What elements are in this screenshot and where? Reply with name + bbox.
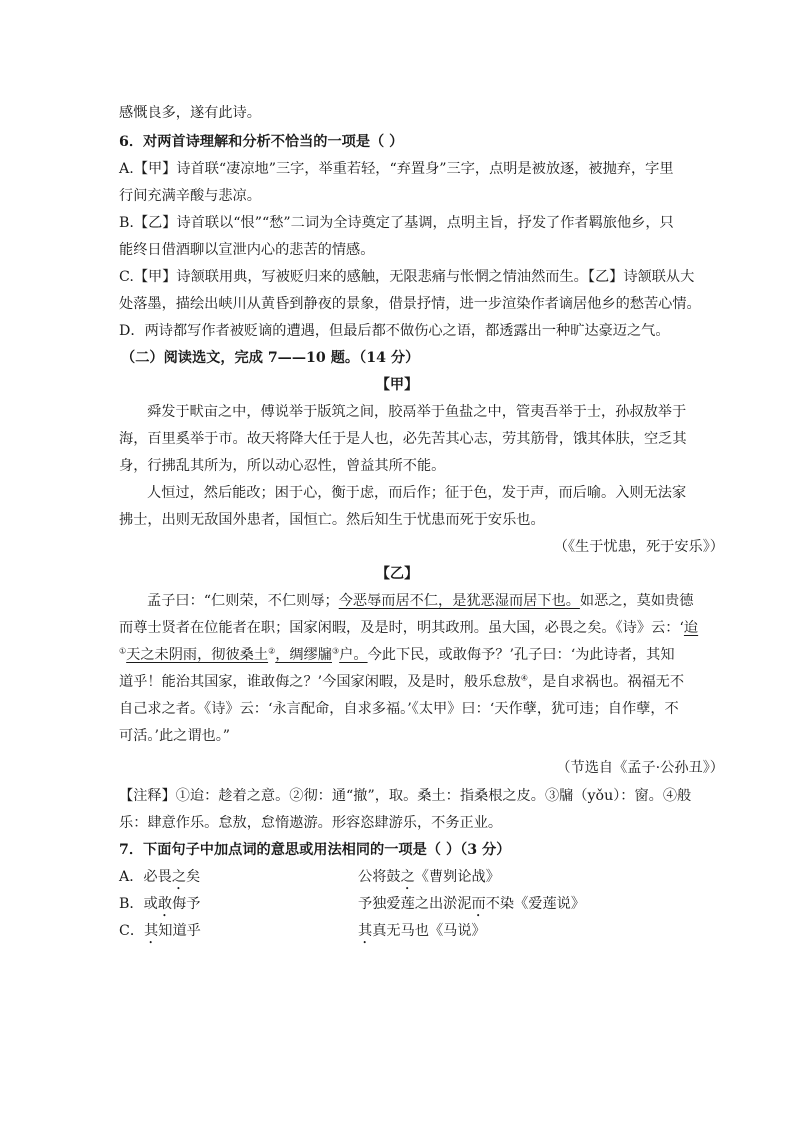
- q7-c-left-post: 知道乎: [158, 923, 201, 939]
- q6-option-a-line1: A.【甲】诗首联“凄凉地”三字，举重若轻，“弃置身”三字，点明是被放逐，被抛弃，字里: [119, 161, 674, 177]
- passage-jia-heading: 【甲】: [375, 377, 419, 393]
- passage-yi-line3: [119, 645, 729, 665]
- passage-jia-line1: 舜发于畎亩之中，傅说举于版筑之间，胶鬲举于鱼盐之中，管夷吾举于士，孙叔敖举于: [147, 404, 687, 420]
- q7-a-left-dotted: 之: [171, 869, 187, 885]
- q7-option-b-compare: [358, 894, 718, 920]
- passage-yi-source: （节选自《孟子·公孙丑》）: [556, 760, 724, 776]
- passage-yi-line5: 自己求之者。《诗》云：‘永言配命，自求多福。’《太甲》曰：‘天作孽，犹可违；自作孽，不: [119, 701, 679, 717]
- yi-underlined-poem-3: 户。: [339, 647, 368, 663]
- passage-yi-line2: [119, 618, 729, 638]
- section-2-title: （二）阅读选文，完成 7——10 题。（14 分）: [121, 350, 420, 366]
- question-7-title: 7．下面句子中加点词的意思或用法相同的一项是（ ）（3 分）: [119, 842, 511, 858]
- passage-jia-source: （《生于忧患，死于安乐》）: [553, 539, 724, 555]
- q7-a-right-dotted: 之: [400, 869, 415, 885]
- yi-line3-tail: 今此下民，或敢侮予？’孔子曰：‘为此诗者，其知: [367, 647, 675, 663]
- q7-c-right-post: 真无马也《马说》: [372, 923, 486, 939]
- q7-b-right-pre: 予独爱莲之出淤泥: [358, 896, 472, 912]
- passage-jia-line3: 身，行拂乱其所为，所以动心忍性，曾益其所不能。: [119, 458, 446, 474]
- paragraph-continuation: 感慨良多，遂有此诗。: [119, 105, 261, 121]
- q7-a-left-pre: A．必畏: [119, 869, 172, 885]
- yi-line1-tail: 如恶之，莫如贵德: [579, 593, 694, 609]
- q7-a-right-pre: 公将鼓: [358, 869, 401, 885]
- passage-yi-heading: 【乙】: [375, 566, 419, 582]
- q7-b-left-post: 侮予: [172, 896, 201, 912]
- yi-line1-text: 孟子曰：“仁则荣，不仁则辱；: [147, 593, 339, 609]
- q7-a-left-post: 矣: [186, 869, 201, 885]
- q7-b-left-pre: B．或: [119, 896, 158, 912]
- yi-line4-text: 道乎！能治其国家，谁敢侮之？’今国家闲暇，及是时，般乐怠敖: [119, 674, 521, 690]
- q7-a-right-post: 《曹刿论战》: [414, 869, 500, 885]
- note-marker-3: ③: [332, 646, 340, 656]
- q6-option-b-line1: B.【乙】诗首联以“恨”“愁”二词为全诗奠定了基调，点明主旨，抒发了作者羁旅他乡，只: [119, 215, 674, 231]
- passage-yi-line6: 可活。’此之谓也。”: [119, 728, 231, 744]
- notes-line2: 乐：肆意作乐。怠敖，怠惰遨游。形容恣肆游乐，不务正业。: [119, 815, 503, 831]
- q7-c-left-pre: C．: [119, 923, 145, 939]
- note-marker-2: ②: [268, 646, 276, 656]
- passage-yi-line4: [119, 672, 729, 692]
- yi-underlined-sentence: 今恶辱而居不仁，是犹恶湿而居下也。: [338, 593, 580, 609]
- yi-underlined-poem-2: ，绸缪牖: [275, 647, 332, 663]
- q7-c-left-dotted: 其: [144, 923, 159, 939]
- q7-option-c-compare: [358, 921, 718, 947]
- q6-option-c-line2: 处落墨，描绘出峡川从黄昏到静夜的景象，借景抒情，进一步渲染作者谪居他乡的愁苦心情。: [119, 296, 701, 312]
- passage-jia-line4: 人恒过，然后能改；困于心，衡于虑，而后作；征于色，发于声，而后喻。入则无法家: [147, 485, 687, 501]
- q7-b-right-dotted: 而: [471, 896, 486, 912]
- yi-line4-tail: ，是自求祸也。祸福无不: [527, 674, 685, 690]
- q6-option-c-line1: C.【甲】诗颔联用典，写被贬归来的感触，无限悲痛与怅惘之情油然而生。【乙】诗颔联从大: [119, 269, 695, 285]
- q7-c-right-dotted: 其: [358, 923, 373, 939]
- note-marker-4: ④: [520, 673, 528, 683]
- notes-line1: 【注释】①迨：趁着之意。②彻：通“撤”，取。桑土：指桑根之皮。③牖（yǒu）：窗。④般: [119, 788, 692, 804]
- yi-underlined-poem-start: 迨: [683, 620, 699, 636]
- q6-option-a-line2: 行间充满辛酸与悲凉。: [119, 188, 261, 204]
- note-marker-1: ①: [119, 646, 127, 656]
- passage-jia-line5: 拂士，出则无敌国外患者，国恒亡。然后知生于忧患而死于安乐也。: [119, 512, 545, 528]
- q6-option-b-line2: 能终日借酒聊以宣泄内心的悲苦的情感。: [119, 242, 375, 258]
- yi-line2-text: 而尊士贤者在位能者在职；国家闲暇，及是时，明其政刑。虽大国，必畏之矣。《诗》云：‘: [119, 620, 684, 636]
- q7-b-right-post: 不染《爱莲说》: [485, 896, 586, 912]
- q6-option-d: D．两诗都写作者被贬谪的遭遇，但最后都不做伤心之语，都透露出一种旷达豪迈之气。: [119, 323, 670, 339]
- yi-underlined-poem-1: 天之未阴雨，彻彼桑土: [126, 647, 269, 663]
- q7-option-a-compare: [358, 867, 718, 893]
- q7-b-left-dotted: 敢: [157, 896, 173, 912]
- passage-yi-line1: [147, 591, 757, 611]
- question-6-title: 6．对两首诗理解和分析不恰当的一项是（ ）: [119, 134, 404, 150]
- passage-jia-line2: 海，百里奚举于市。故天将降大任于是人也，必先苦其心志，劳其筋骨，饿其体肤，空乏其: [119, 431, 687, 447]
